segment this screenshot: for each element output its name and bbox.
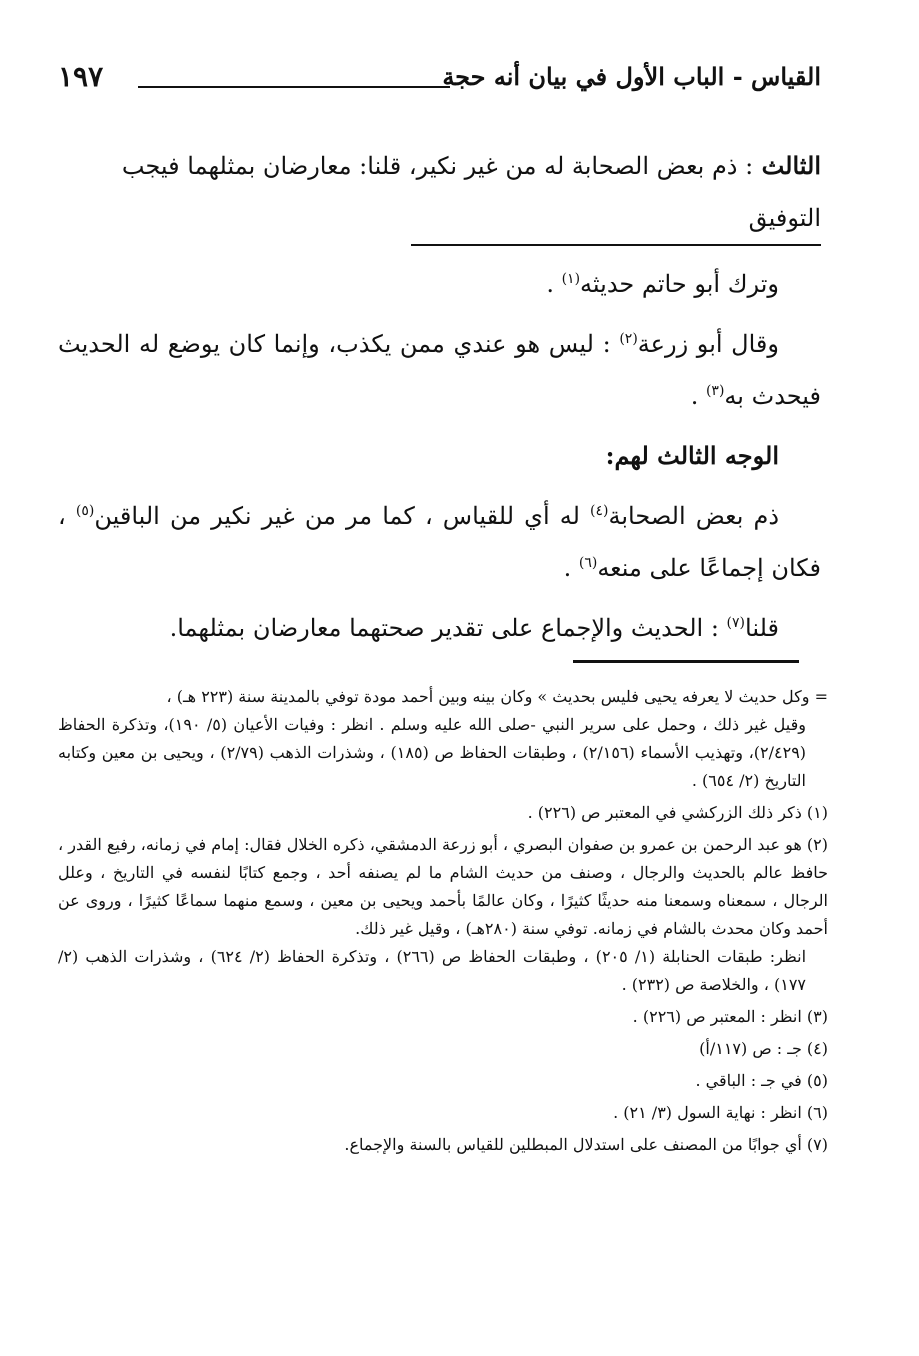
paragraph-abu-zura xyxy=(58,318,821,422)
footnote-ref-3: (٣) xyxy=(705,383,725,399)
abu-zura-end: . xyxy=(690,382,706,410)
header-rule xyxy=(138,86,450,88)
paragraph-reply xyxy=(58,602,821,654)
footnote-3: (٣) انظر : المعتبر ص (٢٢٦) . xyxy=(632,1007,828,1026)
footnote-ref-1: (١) xyxy=(561,271,581,287)
main-text xyxy=(58,140,821,654)
abu-zura-b: : ليس هو عندي ممن يكذب، وإنما كان يوضع له الحديث فيحدث به xyxy=(58,330,821,410)
paragraph-third-objection xyxy=(58,140,821,244)
underline-rule xyxy=(411,244,821,246)
companions-c: ، فكان إجماعًا على منعه xyxy=(58,502,821,582)
footnote-6: (٦) انظر : نهاية السول (٣/ ٢١) . xyxy=(613,1103,828,1122)
reply-a: قلنا xyxy=(745,614,779,642)
footnote-ref-7: (٧) xyxy=(726,615,746,631)
footnote-5: (٥) في جـ : الباقي . xyxy=(695,1071,828,1090)
abu-zura-a: وقال أبو زرعة xyxy=(637,330,779,358)
footnote-ref-2: (٢) xyxy=(619,331,638,347)
footnote-2-sources: انظر: طبقات الحنابلة (١/ ٢٠٥) ، وطبقات الحفاظ ص (٢٦٦) ، وتذكرة الحفاظ (٢/ ٦٢٤) ، وشذرات الذهب (٢/ ١٧٧) ، والخلاصة ص (٢٣٢) . xyxy=(58,947,807,994)
footnote-ref-4: (٤) xyxy=(590,503,609,519)
section-heading: الوجه الثالث لهم: xyxy=(605,441,779,470)
reply-b: : الحديث والإجماع على تقدير صحتهما معارضان بمثلهما. xyxy=(169,614,727,642)
companions-end: . xyxy=(563,554,579,582)
footnotes xyxy=(58,683,828,1159)
running-header: القياس - الباب الأول في بيان أنه حجة xyxy=(442,62,821,91)
footnote-ref-6: (٦) xyxy=(578,555,598,571)
abu-hatim-text: وترك أبو حاتم حديثه xyxy=(580,270,779,298)
paragraph-companions xyxy=(58,490,821,594)
footnote-continuation-1: = وكل حديث لا يعرفه يحيى فليس بحديث » وكان بينه وبين أحمد مودة توفي بالمدينة سنة (٢٢٣ هـ) ، xyxy=(166,687,828,706)
companions-b: له أي للقياس ، كما مر من غير نكير من الباقين xyxy=(94,502,590,530)
footnote-7: (٧) أي جوابًا من المصنف على استدلال المبطلين للقياس بالسنة والإجماع. xyxy=(344,1135,828,1154)
footnote-2: (٢) هو عبد الرحمن بن عمرو بن صفوان البصري ، أبو زرعة الدمشقي، ذكره الخلال فقال: إمام في زمانه، رفيع القدر ، حافظ عالم بالحديث والرجال ، وصنف من حديث الشام ما لم يصنفه أحد ، وجمع كتابًا لنفسه في التاريخ ، وعلل الرجال ، سمعناه وسمعنا منه حديثًا كثيرًا ، وكان عالمًا بأحمد ويحيى بن معين ، وسمع منهما سماعًا كثيرًا ، وروى عن أحمد وكان محدث بالشام في زمانه. توفي سنة (٢٨٠هـ) ، وقيل غير ذلك. xyxy=(57,835,828,938)
third-objection-text: الثالث : ذم بعض الصحابة له من غير نكير، قلنا: معارضان بمثلهما فيجب التوفيق xyxy=(121,151,821,232)
footnote-4: (٤) جـ : ص (١١٧/أ) xyxy=(699,1039,828,1058)
companions-a: ذم بعض الصحابة xyxy=(608,502,780,530)
footnote-1: (١) ذكر ذلك الزركشي في المعتبر ص (٢٢٦) . xyxy=(527,803,828,822)
footnote-separator xyxy=(573,660,799,663)
footnote-continuation-2: وقيل غير ذلك ، وحمل على سرير النبي -صلى الله عليه وسلم . انظر : وفيات الأعيان (٥/ ١٩٠)، وتذكرة الحفاظ (٢/٤٢٩)، وتهذيب الأسماء (٢/١٥٦) ، وطبقات الحفاظ ص (١٨٥) ، وشذرات الذهب (٢/٧٩) ، ويحيى بن معين وكتابه التاريخ (٢/ ٦٥٤) . xyxy=(58,715,807,790)
abu-hatim-end: . xyxy=(546,270,562,298)
footnote-ref-5: (٥) xyxy=(75,503,95,519)
paragraph-abu-hatim xyxy=(58,258,821,310)
page-number: ١٩٧ xyxy=(58,60,104,93)
